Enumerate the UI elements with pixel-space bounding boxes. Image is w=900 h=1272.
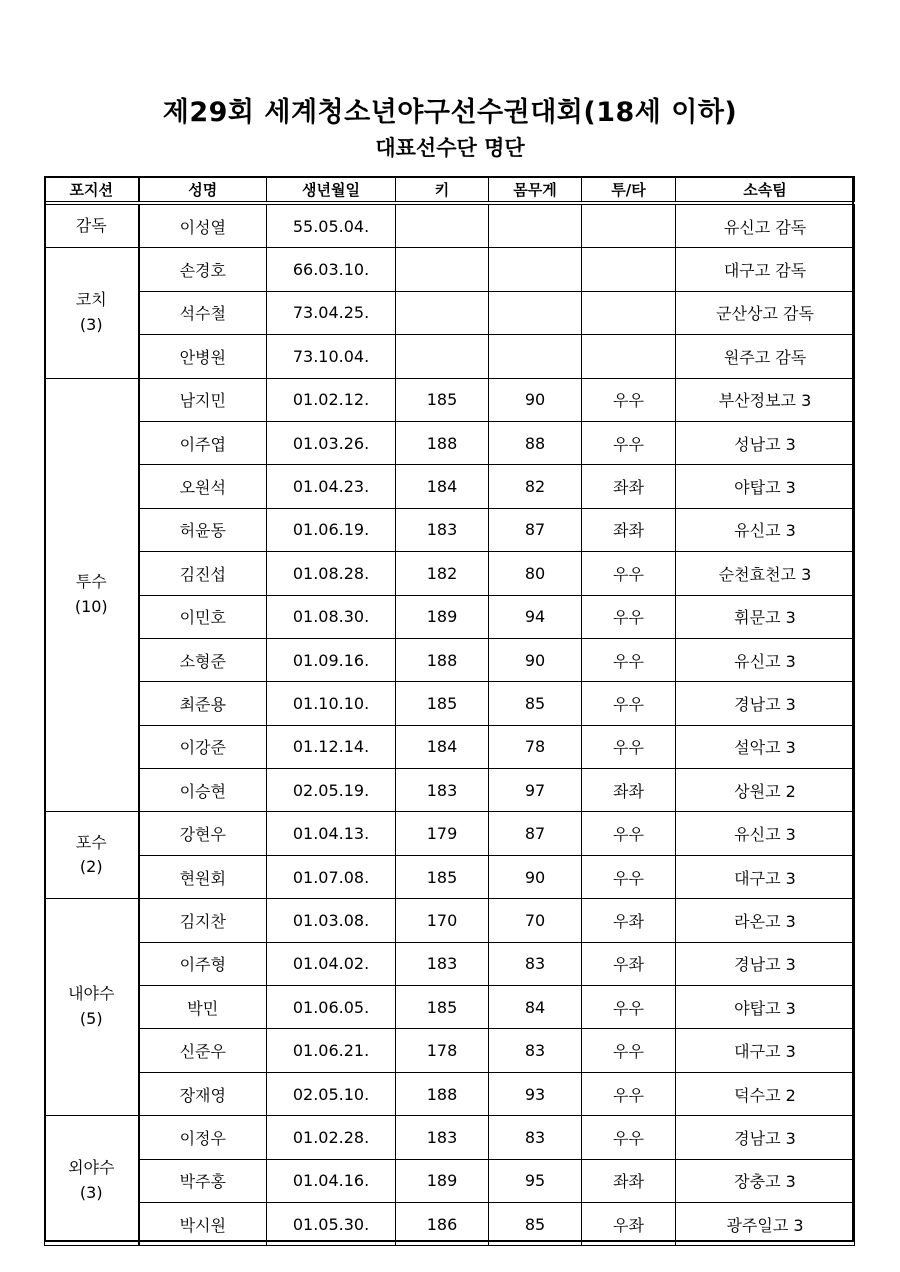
hand-cell: 좌좌: [582, 769, 676, 812]
document-subtitle: 대표선수단 명단: [375, 136, 525, 160]
hand-cell: 우우: [582, 378, 676, 421]
position-count: (3): [79, 314, 103, 334]
birth-cell: 01.06.19.: [267, 508, 396, 551]
hand-cell: 우우: [582, 725, 676, 768]
name-cell: 오원석: [139, 465, 267, 508]
team-cell: 유신고 3: [676, 508, 855, 551]
hand-cell: 우우: [582, 595, 676, 638]
birth-cell: 01.04.02.: [267, 942, 396, 985]
birth-cell: 02.05.10.: [267, 1072, 396, 1115]
position-label: 감독: [75, 215, 107, 235]
height-cell: 185: [396, 682, 489, 725]
weight-cell: 87: [489, 812, 582, 855]
team-cell: 군산상고 감독: [676, 291, 855, 334]
team-cell: 광주일고 3: [676, 1202, 855, 1245]
hand-cell: 우좌: [582, 1202, 676, 1245]
name-cell: 박주홍: [139, 1159, 267, 1202]
team-cell: 야탑고 3: [676, 465, 855, 508]
height-cell: 189: [396, 1159, 489, 1202]
height-cell: 189: [396, 595, 489, 638]
team-cell: 유신고 3: [676, 812, 855, 855]
birth-cell: 55.05.04.: [267, 205, 396, 248]
birth-cell: 01.05.30.: [267, 1202, 396, 1245]
weight-cell: 80: [489, 552, 582, 595]
height-cell: 185: [396, 855, 489, 898]
team-cell: 유신고 감독: [676, 205, 855, 248]
team-cell: 성남고 3: [676, 421, 855, 464]
team-cell: 덕수고 2: [676, 1072, 855, 1115]
name-cell: 이성열: [139, 205, 267, 248]
hand-cell: 좌좌: [582, 508, 676, 551]
birth-cell: 01.10.10.: [267, 682, 396, 725]
height-cell: 183: [396, 1116, 489, 1159]
name-cell: 이강준: [139, 725, 267, 768]
hand-cell: 우좌: [582, 899, 676, 942]
team-cell: 설악고 3: [676, 725, 855, 768]
name-cell: 석수철: [139, 291, 267, 334]
birth-cell: 01.07.08.: [267, 855, 396, 898]
weight-cell: 83: [489, 942, 582, 985]
birth-cell: 01.03.08.: [267, 899, 396, 942]
birth-cell: 01.08.28.: [267, 552, 396, 595]
name-cell: 최준용: [139, 682, 267, 725]
birth-cell: 73.10.04.: [267, 335, 396, 378]
name-cell: 허윤동: [139, 508, 267, 551]
weight-cell: 70: [489, 899, 582, 942]
team-cell: 경남고 3: [676, 682, 855, 725]
col-header-hand: 투/타: [582, 177, 676, 202]
birth-cell: 01.02.12.: [267, 378, 396, 421]
birth-cell: 01.06.05.: [267, 986, 396, 1029]
birth-cell: 01.04.23.: [267, 465, 396, 508]
name-cell: 이민호: [139, 595, 267, 638]
weight-cell: 83: [489, 1116, 582, 1159]
name-cell: 강현우: [139, 812, 267, 855]
hand-cell: 우우: [582, 552, 676, 595]
position-label: 내야수: [68, 984, 115, 1004]
team-cell: 부산정보고 3: [676, 378, 855, 421]
birth-cell: 01.06.21.: [267, 1029, 396, 1072]
name-cell: 김진섭: [139, 552, 267, 595]
hand-cell: 우우: [582, 1116, 676, 1159]
team-cell: 상원고 2: [676, 769, 855, 812]
team-cell: 대구고 3: [676, 1029, 855, 1072]
height-cell: 182: [396, 552, 489, 595]
team-cell: 야탑고 3: [676, 986, 855, 1029]
name-cell: 안병원: [139, 335, 267, 378]
name-cell: 이승현: [139, 769, 267, 812]
name-cell: 박시원: [139, 1202, 267, 1245]
weight-cell: 87: [489, 508, 582, 551]
team-cell: 순천효천고 3: [676, 552, 855, 595]
weight-cell: 94: [489, 595, 582, 638]
birth-cell: 73.04.25.: [267, 291, 396, 334]
name-cell: 남지민: [139, 378, 267, 421]
position-count: (5): [79, 1009, 103, 1029]
team-cell: 휘문고 3: [676, 595, 855, 638]
position-count: (2): [79, 857, 103, 877]
name-cell: 이주엽: [139, 421, 267, 464]
name-cell: 현원회: [139, 855, 267, 898]
hand-cell: 우우: [582, 421, 676, 464]
weight-cell: 93: [489, 1072, 582, 1115]
weight-cell: 97: [489, 769, 582, 812]
height-cell: 183: [396, 942, 489, 985]
hand-cell: 우우: [582, 812, 676, 855]
position-label: 외야수: [68, 1157, 115, 1177]
birth-cell: 02.05.19.: [267, 769, 396, 812]
hand-cell: 우우: [582, 986, 676, 1029]
height-cell: 185: [396, 378, 489, 421]
position-label: 투수: [75, 572, 107, 592]
weight-cell: 95: [489, 1159, 582, 1202]
hand-cell: 우우: [582, 682, 676, 725]
height-cell: 170: [396, 899, 489, 942]
col-header-weight: 몸무게: [489, 177, 582, 202]
document-title: 제29회 세계청소년야구선수권대회(18세 이하): [162, 97, 738, 128]
weight-cell: 90: [489, 855, 582, 898]
col-header-birth: 생년월일: [267, 177, 396, 202]
weight-cell: 88: [489, 421, 582, 464]
position-label: 포수: [75, 832, 107, 852]
col-header-height: 키: [396, 177, 489, 202]
birth-cell: 01.09.16.: [267, 638, 396, 681]
hand-cell: 좌좌: [582, 1159, 676, 1202]
name-cell: 소형준: [139, 638, 267, 681]
team-cell: 라온고 3: [676, 899, 855, 942]
weight-cell: 90: [489, 638, 582, 681]
col-header-team: 소속팀: [676, 177, 855, 202]
col-header-name: 성명: [139, 177, 267, 202]
birth-cell: 66.03.10.: [267, 248, 396, 291]
birth-cell: 01.12.14.: [267, 725, 396, 768]
weight-cell: 90: [489, 378, 582, 421]
height-cell: 184: [396, 725, 489, 768]
hand-cell: 우우: [582, 855, 676, 898]
name-cell: 신준우: [139, 1029, 267, 1072]
name-cell: 박민: [139, 986, 267, 1029]
height-cell: 178: [396, 1029, 489, 1072]
weight-cell: 83: [489, 1029, 582, 1072]
name-cell: 김지찬: [139, 899, 267, 942]
height-cell: 185: [396, 986, 489, 1029]
team-cell: 원주고 감독: [676, 335, 855, 378]
birth-cell: 01.04.16.: [267, 1159, 396, 1202]
hand-cell: 우우: [582, 638, 676, 681]
position-label: 코치: [75, 290, 107, 310]
team-cell: 대구고 3: [676, 855, 855, 898]
name-cell: 장재영: [139, 1072, 267, 1115]
weight-cell: 84: [489, 986, 582, 1029]
position-count: (3): [79, 1182, 103, 1202]
table-frame: [44, 176, 854, 1242]
name-cell: 이주형: [139, 942, 267, 985]
team-cell: 경남고 3: [676, 942, 855, 985]
height-cell: 188: [396, 1072, 489, 1115]
name-cell: 손경호: [139, 248, 267, 291]
hand-cell: 우좌: [582, 942, 676, 985]
position-count: (10): [74, 597, 108, 617]
team-cell: 장충고 3: [676, 1159, 855, 1202]
height-cell: 188: [396, 421, 489, 464]
weight-cell: 85: [489, 1202, 582, 1245]
birth-cell: 01.03.26.: [267, 421, 396, 464]
weight-cell: 85: [489, 682, 582, 725]
weight-cell: 78: [489, 725, 582, 768]
col-header-position: 포지션: [45, 177, 139, 202]
height-cell: 183: [396, 508, 489, 551]
birth-cell: 01.08.30.: [267, 595, 396, 638]
hand-cell: 우우: [582, 1072, 676, 1115]
weight-cell: 82: [489, 465, 582, 508]
team-cell: 대구고 감독: [676, 248, 855, 291]
team-cell: 유신고 3: [676, 638, 855, 681]
height-cell: 188: [396, 638, 489, 681]
name-cell: 이정우: [139, 1116, 267, 1159]
height-cell: 179: [396, 812, 489, 855]
height-cell: 184: [396, 465, 489, 508]
height-cell: 183: [396, 769, 489, 812]
hand-cell: 우우: [582, 1029, 676, 1072]
hand-cell: 좌좌: [582, 465, 676, 508]
team-cell: 경남고 3: [676, 1116, 855, 1159]
birth-cell: 01.02.28.: [267, 1116, 396, 1159]
height-cell: 186: [396, 1202, 489, 1245]
birth-cell: 01.04.13.: [267, 812, 396, 855]
